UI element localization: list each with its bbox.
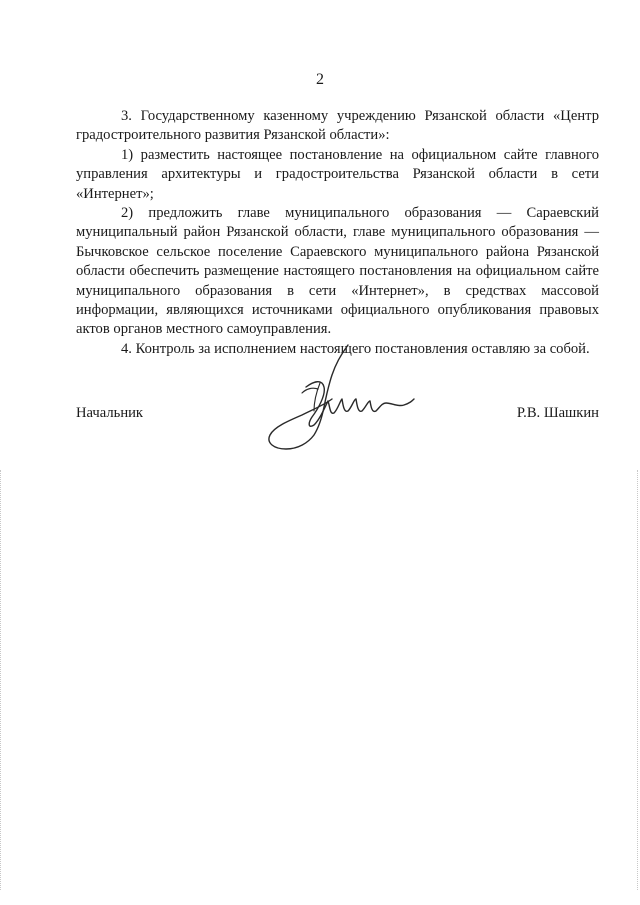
paragraph-subitem-2: 2) предложить главе муниципального образования — Сараевский муниципальный район Рязанской области, главе муниципального образования — Бычковское сельское поселение Сараевского муниципального района Рязанской области обеспечить размещение настоящего постановления на официальном сайте муниципального образования в сети «Интернет», в средствах массовой информации, являющихся источниками официального опубликования правовых актов органов местного самоуправления.: [76, 205, 599, 338]
scan-edge-left: [0, 470, 2, 890]
document-body: [76, 107, 599, 359]
page-number: 2: [316, 71, 324, 88]
scan-edge-right: [637, 470, 639, 890]
paragraph-subitem-1: 1) разместить настоящее постановление на официальном сайте главного управления архитектуры и градостроительства Рязанской области в сети «Интернет»;: [76, 146, 599, 202]
signer-position: Начальник: [76, 405, 144, 421]
handwritten-signature: [262, 343, 422, 463]
paragraph-item-4: 4. Контроль за исполнением настоящего постановления оставляю за собой.: [121, 340, 590, 357]
paragraph-item-3: 3. Государственному казенному учреждению Рязанской области «Центр градостроительного развития Рязанской области»:: [76, 108, 599, 144]
signer-name: Р.В. Шашкин: [516, 405, 599, 421]
